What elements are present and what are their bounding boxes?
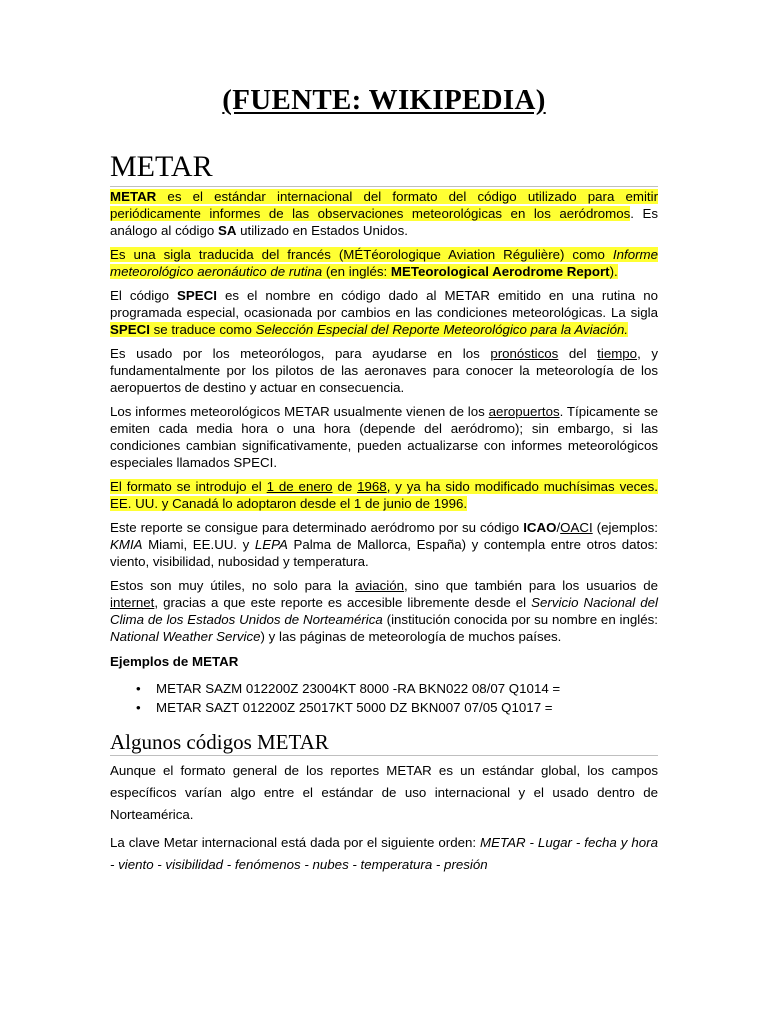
link-aviacion[interactable]: aviación	[355, 578, 405, 593]
text: Es usado por los meteorólogos, para ayudarse en los	[110, 346, 491, 361]
text: (ejemplos:	[592, 520, 658, 535]
text: utilizado en Estados Unidos.	[236, 223, 408, 238]
examples-list	[110, 680, 658, 716]
text: , y ya ha sido modificado muchísimas veces. EE. UU. y Canadá lo adoptaron desde el 1 de junio de 1996.	[110, 479, 658, 511]
italic-text: METAR - Lugar - fecha y hora - viento - visibilidad - fenómenos - nubes - temperatura - presión	[110, 835, 658, 872]
text: Es una sigla traducida del francés (MÉTéorologique Aviation Régulière) como	[110, 247, 613, 262]
link-oaci[interactable]: OACI	[560, 520, 593, 535]
bold-term: SPECI	[110, 322, 150, 337]
italic-text: Informe meteorológico aeronáutico de rutina	[110, 247, 658, 279]
paragraph-5	[110, 403, 658, 471]
text: . Es análogo al código	[110, 206, 659, 238]
link-pronosticos[interactable]: pronósticos	[490, 346, 559, 361]
italic-text: KMIA	[110, 537, 143, 552]
bold-term: SPECI	[177, 288, 217, 303]
text: Estos son muy útiles, no solo para la	[110, 578, 356, 593]
text: de	[332, 479, 358, 494]
document-body	[110, 188, 658, 882]
text: El código	[110, 288, 178, 303]
italic-text: Selección Especial del Reporte Meteorológico para la Aviación.	[255, 322, 629, 337]
text: se traduce como	[149, 322, 256, 337]
text: Los informes meteorológicos METAR usualmente vienen de los	[110, 404, 489, 419]
section-codigos	[110, 760, 658, 876]
text: (en inglés:	[322, 264, 391, 279]
link-1968[interactable]: 1968	[357, 479, 387, 494]
text: Miami, EE.UU. y	[142, 537, 255, 552]
list-item: • METAR SAZT 012200Z 25017KT 5000 DZ BKN007 07/05 Q1017 =	[156, 699, 658, 716]
paragraph-9: Aunque el formato general de los reportes METAR es un estándar global, los campos específicos varían algo entre el estándar de uso internacional y el usado dentro de Norteamérica.	[110, 763, 658, 822]
text: , sino que también para los usuarios de	[404, 578, 658, 593]
bold-term: SA	[217, 223, 237, 238]
highlight	[110, 247, 658, 279]
paragraph-10	[110, 832, 658, 876]
paragraph-6	[110, 478, 658, 512]
text: es el nombre en código dado al METAR emitido en una rutina no programada especial, ocasionada por cambios en las condiciones meteorológicas. La sigla	[110, 288, 658, 320]
highlight	[110, 479, 658, 511]
bold-term: METeorological Aerodrome Report	[390, 264, 610, 279]
italic-text: LEPA	[254, 537, 288, 552]
text: ).	[609, 264, 618, 279]
paragraph-2	[110, 246, 658, 280]
paragraph-3	[110, 287, 658, 338]
text: , gracias a que este reporte es accesible libremente desde el	[154, 595, 532, 610]
text: es el estándar internacional del formato del código utilizado para emitir periódicamente informes de las observaciones meteorológicas en los aeródromos	[110, 189, 658, 221]
bold-term: METAR	[110, 189, 157, 204]
text: Este reporte se consigue para determinado aeródromo por su código	[110, 520, 524, 535]
link-tiempo[interactable]: tiempo	[597, 346, 638, 361]
text: /	[556, 520, 561, 535]
list-item: • METAR SAZM 012200Z 23004KT 8000 -RA BKN022 08/07 Q1014 =	[156, 680, 658, 697]
link-1-de-enero[interactable]: 1 de enero	[266, 479, 333, 494]
text: El formato se introdujo el	[110, 479, 267, 494]
bold-term: ICAO	[523, 520, 557, 535]
paragraph-7	[110, 519, 658, 570]
paragraph-4	[110, 345, 658, 396]
text: ) y las páginas de meteorología de muchos países.	[260, 629, 562, 644]
text: . Típicamente se emiten cada media hora o una hora (depende del aeródromo); sin embargo, si las condiciones cambian significativamente, pueden actualizarse con informes meteorológicos especiales llamados SPECI.	[110, 404, 658, 470]
link-aeropuertos[interactable]: aeropuertos	[488, 404, 560, 419]
heading-algunos-codigos: Algunos códigos METAR	[110, 730, 658, 756]
highlight	[110, 189, 658, 221]
italic-text: Servicio Nacional del Clima de los Estados Unidos de Norteamérica	[110, 595, 658, 627]
highlight	[110, 322, 628, 337]
paragraph-8	[110, 577, 658, 645]
heading-metar: METAR	[110, 150, 658, 187]
text: Palma de Mallorca, España) y contempla entre otros datos: viento, visibilidad, nubosidad y temperatura.	[110, 537, 658, 569]
examples-title: Ejemplos de METAR	[110, 654, 239, 669]
link-internet[interactable]: internet	[110, 595, 155, 610]
text: , y fundamentalmente por los pilotos de las aeronaves para conocer la meteorología de los aeropuertos de destino y actuar en consecuencia.	[110, 346, 658, 395]
source-title: (FUENTE: WIKIPEDIA)	[222, 84, 546, 116]
text: La clave Metar internacional está dada por el siguiente orden:	[110, 835, 481, 850]
italic-text: National Weather Service	[110, 629, 261, 644]
text: del	[558, 346, 598, 361]
text: (institución conocida por su nombre en inglés:	[382, 612, 658, 627]
paragraph-1	[110, 188, 658, 239]
